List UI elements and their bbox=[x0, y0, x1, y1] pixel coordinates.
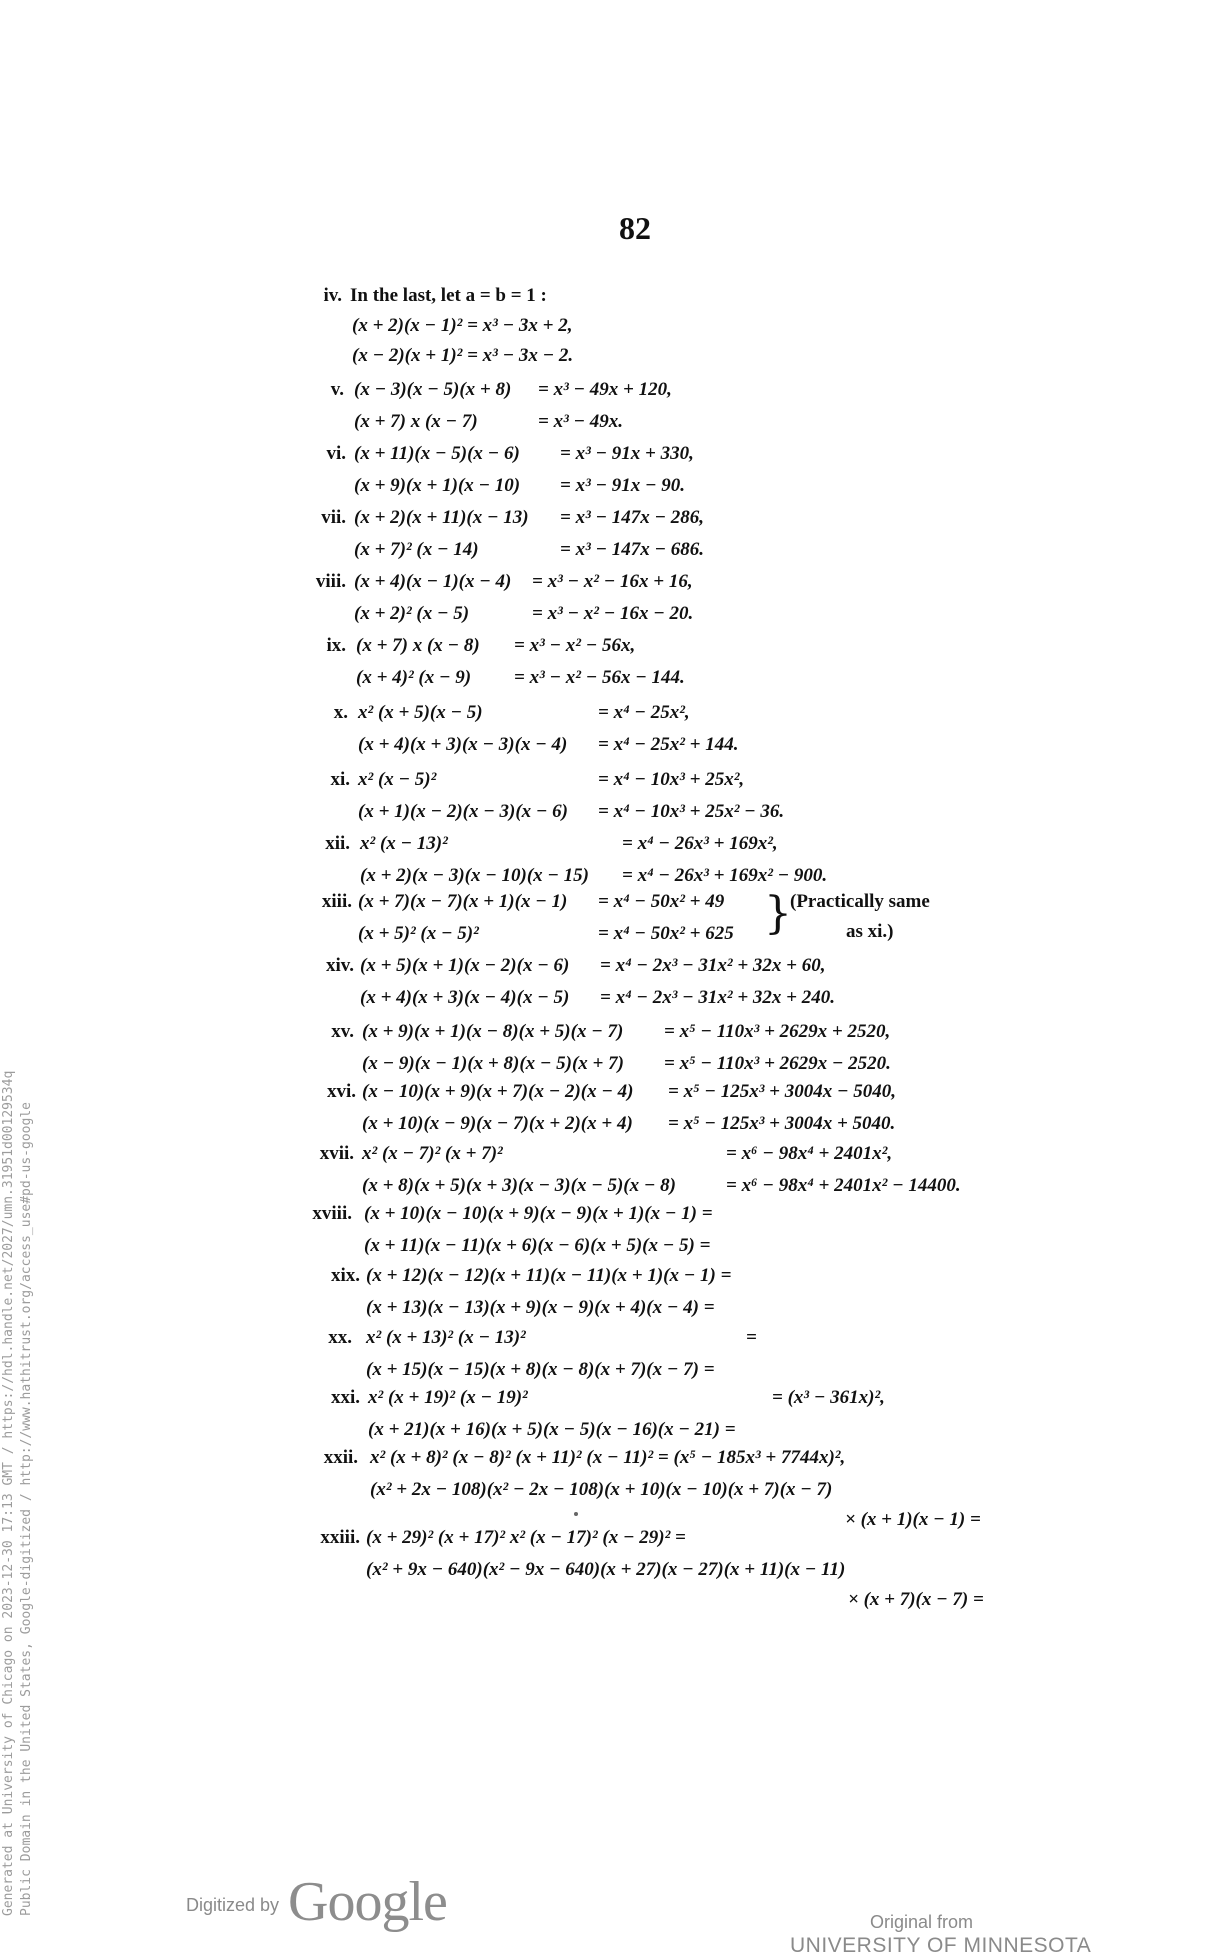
equation-rhs-2: = x⁵ − 110x³ + 2629x − 2520. bbox=[664, 1053, 891, 1074]
equation-number: iv. bbox=[323, 285, 342, 306]
equation-rhs-1: = x⁵ − 125x³ + 3004x − 5040, bbox=[668, 1081, 896, 1102]
equation-rhs-1: = x⁴ − 50x² + 49 bbox=[598, 891, 725, 912]
equation-rhs-1: = x³ − x² − 56x, bbox=[514, 635, 636, 656]
equation-lhs-2: (x + 1)(x − 2)(x − 3)(x − 6) bbox=[358, 801, 568, 822]
equation-number: xiv. bbox=[326, 955, 354, 976]
equation-lhs-1: (x + 7)(x − 7)(x + 1)(x − 1) bbox=[358, 891, 568, 912]
equation-number: xii. bbox=[325, 833, 350, 854]
equation-line-2: (x + 11)(x − 11)(x + 6)(x − 6)(x + 5)(x − 5) = bbox=[364, 1235, 711, 1256]
equation-lhs-2: (x + 2)(x − 3)(x − 10)(x − 15) bbox=[360, 865, 589, 886]
equation-number: xiii. bbox=[321, 891, 352, 912]
equation-number: xv. bbox=[331, 1021, 354, 1042]
equation-lhs-1: (x − 3)(x − 5)(x + 8) bbox=[354, 379, 512, 400]
google-logo: Google bbox=[288, 1871, 447, 1933]
equation-rhs-1: = x⁶ − 98x⁴ + 2401x², bbox=[726, 1143, 893, 1164]
equation-lhs-2: (x − 9)(x − 1)(x + 8)(x − 5)(x + 7) bbox=[362, 1053, 624, 1074]
margin-note-line-2: Public Domain in the United States, Google-digitized / http://www.hathitrust.org/access_use#pd-us-google bbox=[19, 1102, 34, 1916]
equation-lhs-2: (x + 5)² (x − 5)² bbox=[358, 923, 479, 944]
note-line-2: as xi.) bbox=[846, 921, 894, 942]
equation-lhs-2: (x + 2)² (x − 5) bbox=[354, 603, 470, 624]
equation-number: viii. bbox=[315, 571, 346, 592]
equation-line-2: (x² + 9x − 640)(x² − 9x − 640)(x + 27)(x − 27)(x + 11)(x − 11) bbox=[366, 1559, 846, 1580]
equation-rhs-2: = x⁴ − 2x³ − 31x² + 32x + 240. bbox=[600, 987, 836, 1008]
margin-note-line-1: Generated at University of Chicago on 2023-12-30 17:13 GMT / https://hdl.handle.net/2027/umn.31951d00129534q bbox=[1, 1070, 16, 1916]
equation-lhs-1: x² (x − 13)² bbox=[360, 833, 448, 854]
equation-rhs-1: = x⁴ − 26x³ + 169x², bbox=[622, 833, 778, 854]
equation-lhs-1: x² (x + 5)(x − 5) bbox=[358, 702, 483, 723]
equation-lhs-2: (x + 4)² (x − 9) bbox=[356, 667, 472, 688]
note-line-1: (Practically same bbox=[790, 891, 930, 912]
equation-lhs-1: x² (x − 7)² (x + 7)² bbox=[362, 1143, 503, 1164]
equation-number: xx. bbox=[328, 1327, 352, 1348]
equation-lhs-1: (x + 4)(x − 1)(x − 4) bbox=[354, 571, 512, 592]
equation-line-3: × (x + 1)(x − 1) = bbox=[845, 1509, 981, 1530]
equation-lhs-2: (x + 7) x (x − 7) bbox=[354, 411, 478, 432]
equation-rhs-2: = x⁴ − 25x² + 144. bbox=[598, 734, 739, 755]
equation-lhs-1: (x + 11)(x − 5)(x − 6) bbox=[354, 443, 520, 464]
equation-number: xix. bbox=[330, 1265, 360, 1286]
equation-lhs-2: (x + 10)(x − 9)(x − 7)(x + 2)(x + 4) bbox=[362, 1113, 633, 1134]
equation-lhs-2: (x + 4)(x + 3)(x − 4)(x − 5) bbox=[360, 987, 570, 1008]
equation-lhs-1: (x − 10)(x + 9)(x + 7)(x − 2)(x − 4) bbox=[362, 1081, 634, 1102]
right-brace: } bbox=[764, 888, 792, 939]
equation-rhs-1: = x³ − 49x + 120, bbox=[538, 379, 672, 400]
equation-lhs-1: (x + 5)(x + 1)(x − 2)(x − 6) bbox=[360, 955, 570, 976]
equation-number: x. bbox=[333, 702, 348, 723]
equation-rhs-1: = (x³ − 361x)², bbox=[772, 1387, 885, 1408]
equation-line-2: (x² + 2x − 108)(x² − 2x − 108)(x + 10)(x − 10)(x + 7)(x − 7) bbox=[370, 1479, 833, 1500]
equation-number: xxiii. bbox=[320, 1527, 360, 1548]
equation-lhs-1: (x + 2)(x + 11)(x − 13) bbox=[354, 507, 529, 528]
print-speck bbox=[574, 1512, 578, 1516]
digitized-by-label: Digitized by bbox=[186, 1895, 280, 1915]
equation-lhs-1: (x + 7) x (x − 8) bbox=[356, 635, 480, 656]
equation-rhs-1: = x⁴ − 25x², bbox=[598, 702, 690, 723]
equation-rhs-1: = x⁵ − 110x³ + 2629x + 2520, bbox=[664, 1021, 891, 1042]
equation-lhs-1: x² (x + 13)² (x − 13)² bbox=[366, 1327, 526, 1348]
equation-line-2: (x + 15)(x − 15)(x + 8)(x − 8)(x + 7)(x − 7) = bbox=[366, 1359, 715, 1380]
equation-rhs-2: = x⁴ − 26x³ + 169x² − 900. bbox=[622, 865, 828, 886]
equation-rhs-1: = x³ − 91x + 330, bbox=[560, 443, 694, 464]
equation-lhs-2: (x + 4)(x + 3)(x − 3)(x − 4) bbox=[358, 734, 568, 755]
equation-line-1: x² (x + 8)² (x − 8)² (x + 11)² (x − 11)² = (x⁵ − 185x³ + 7744x)², bbox=[370, 1447, 846, 1468]
equation-rhs-1: = x³ − x² − 16x + 16, bbox=[532, 571, 693, 592]
equation-rhs-1: = x⁴ − 10x³ + 25x², bbox=[598, 769, 745, 790]
equation-rhs-2: = x³ − x² − 16x − 20. bbox=[532, 603, 694, 624]
equation-rhs-2: = x⁴ − 10x³ + 25x² − 36. bbox=[598, 801, 785, 822]
equation-rhs-2: = x³ − x² − 56x − 144. bbox=[514, 667, 685, 688]
equation-lhs-2: (x + 8)(x + 5)(x + 3)(x − 3)(x − 5)(x − 8) bbox=[362, 1175, 676, 1196]
equation-rhs-2: = x³ − 49x. bbox=[538, 411, 624, 432]
equation-rhs-2: = x⁶ − 98x⁴ + 2401x² − 14400. bbox=[726, 1175, 961, 1196]
equation-lhs-2: (x + 9)(x + 1)(x − 10) bbox=[354, 475, 521, 496]
equation-number: ix. bbox=[326, 635, 346, 656]
equation-lhs-2: (x + 7)² (x − 14) bbox=[354, 539, 479, 560]
original-from-label: Original from bbox=[870, 1912, 974, 1932]
equation-lhs-1: x² (x − 5)² bbox=[358, 769, 437, 790]
equation-number: xviii. bbox=[312, 1203, 352, 1224]
equation-line-1: (x + 12)(x − 12)(x + 11)(x − 11)(x + 1)(x − 1) = bbox=[366, 1265, 732, 1286]
page-number: 82 bbox=[619, 210, 651, 246]
equation-rhs-1: = bbox=[746, 1327, 757, 1348]
equation-rhs-1: = x⁴ − 2x³ − 31x² + 32x + 60, bbox=[600, 955, 826, 976]
equation-number: v. bbox=[330, 379, 344, 400]
university-label: UNIVERSITY OF MINNESOTA bbox=[790, 1934, 1092, 1957]
equation-number: xvi. bbox=[326, 1081, 356, 1102]
equation-line-1: (x + 29)² (x + 17)² x² (x − 17)² (x − 29)² = bbox=[366, 1527, 686, 1548]
equation-rhs-2: = x³ − 147x − 686. bbox=[560, 539, 705, 560]
equation-line-3: × (x + 7)(x − 7) = bbox=[848, 1589, 984, 1610]
equation-line-1: (x + 10)(x − 10)(x + 9)(x − 9)(x + 1)(x − 1) = bbox=[364, 1203, 713, 1224]
equation-line-1: (x + 2)(x − 1)² = x³ − 3x + 2, bbox=[352, 315, 573, 336]
equation-line-2: (x − 2)(x + 1)² = x³ − 3x − 2. bbox=[352, 345, 574, 366]
equation-rhs-2: = x⁵ − 125x³ + 3004x + 5040. bbox=[668, 1113, 896, 1134]
equation-intro: In the last, let a = b = 1 : bbox=[350, 285, 547, 306]
equation-number: xi. bbox=[330, 769, 350, 790]
equation-rhs-2: = x³ − 91x − 90. bbox=[560, 475, 686, 496]
equation-lhs-1: (x + 9)(x + 1)(x − 8)(x + 5)(x − 7) bbox=[362, 1021, 624, 1042]
equation-rhs-2: = x⁴ − 50x² + 625 bbox=[598, 923, 734, 944]
equation-line-2: (x + 21)(x + 16)(x + 5)(x − 5)(x − 16)(x − 21) = bbox=[368, 1419, 736, 1440]
equation-number: xxi. bbox=[330, 1387, 360, 1408]
equation-rhs-1: = x³ − 147x − 286, bbox=[560, 507, 705, 528]
equation-number: vi. bbox=[326, 443, 346, 464]
equation-lhs-1: x² (x + 19)² (x − 19)² bbox=[368, 1387, 528, 1408]
margin-provenance-note bbox=[0, 1071, 36, 1916]
equation-number: xvii. bbox=[319, 1143, 354, 1164]
equation-number: xxii. bbox=[323, 1447, 358, 1468]
equation-number: vii. bbox=[321, 507, 346, 528]
equation-line-2: (x + 13)(x − 13)(x + 9)(x − 9)(x + 4)(x − 4) = bbox=[366, 1297, 715, 1318]
